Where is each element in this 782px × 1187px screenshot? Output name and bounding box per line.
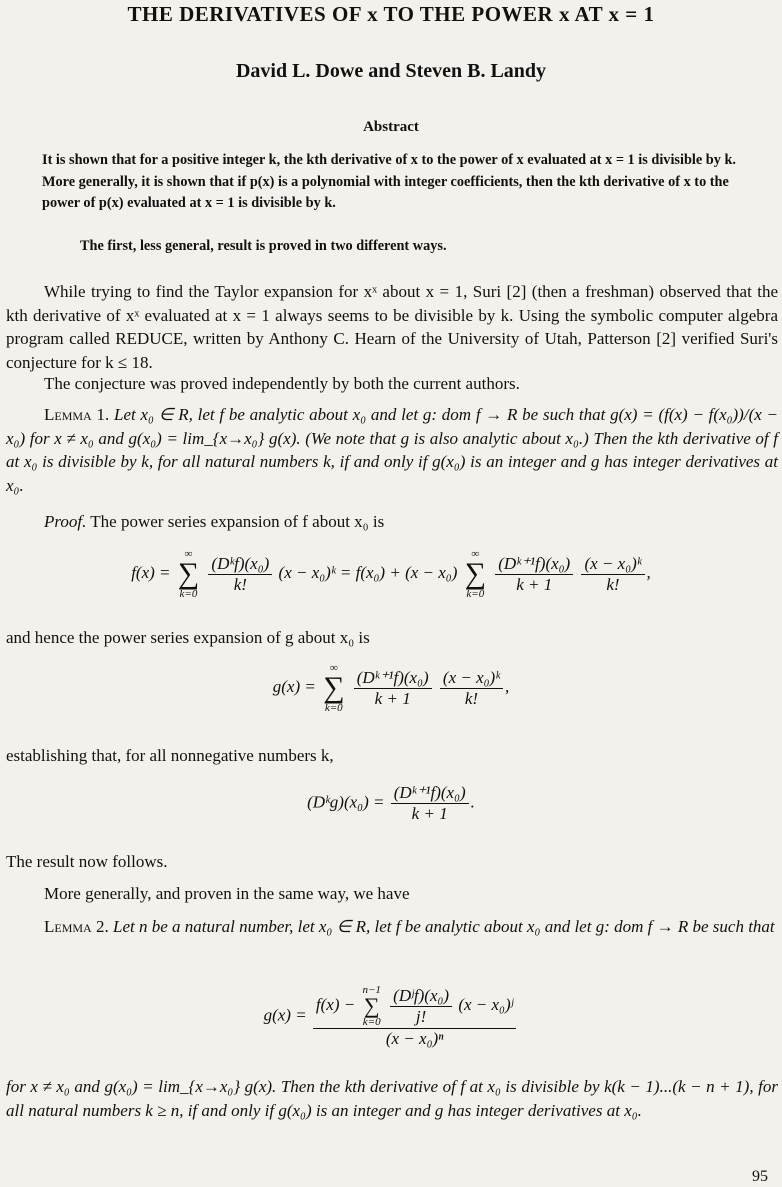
eq4-num-post: (x − x₀)ʲ xyxy=(458,994,514,1014)
eq1-end: , xyxy=(646,562,651,582)
lemma-2-text: Let n be a natural number, let x₀ ∈ R, let f be analytic about x₀ and let g: dom f → R be such that xyxy=(112,917,775,936)
eq2-sum xyxy=(323,662,344,714)
eq1-frac-1-den: k! xyxy=(233,574,247,594)
eq4-numerator xyxy=(313,984,517,1029)
eq1-frac-1-num: (Dᵏf)(x₀) xyxy=(208,554,272,575)
page-number: 95 xyxy=(752,1168,768,1185)
equation-g-series xyxy=(0,662,782,714)
eq3-lhs: (Dᵏg)(x₀) = xyxy=(307,792,385,812)
paper-authors: David L. Dowe and Steven B. Landy xyxy=(235,60,547,82)
eq4-sum-upper: n−1 xyxy=(362,984,381,996)
eq2-frac-2 xyxy=(440,668,503,709)
eq4-sum-lower: k=0 xyxy=(362,1016,381,1028)
eq1-sum-2-sigma: ∑ xyxy=(464,557,487,590)
abstract-paragraph-2: The first, less general, result is proved in two different ways. xyxy=(80,238,447,254)
general-statement: More generally, and proven in the same way, we have xyxy=(44,884,410,903)
eq2-lhs: g(x) = xyxy=(272,676,316,696)
lemma-1-text: Let x₀ ∈ R, let f be analytic about x₀ and let g: dom f → R be such that g(x) = (f(x) − f(x₀))/(x − x₀) for x ≠ x₀ and g(x₀) = lim_{x→x₀} g(x). (We note that g is also analytic about x₀.) Then the kth derivative of f at x₀ is divisible by k, for all natural numbers k, if and only if g(x₀) is an integer and g has integer derivatives at x₀. xyxy=(6,405,779,495)
intro-paragraph-2: The conjecture was proved independently by both the current authors. xyxy=(44,374,520,393)
eq2-frac-1-num: (Dᵏ⁺¹f)(x₀) xyxy=(354,668,432,689)
eq1-sum-1-upper: ∞ xyxy=(184,548,193,560)
eq2-sum-upper: ∞ xyxy=(329,662,338,674)
eq4-frac xyxy=(313,984,517,1049)
lemma-2 xyxy=(6,915,778,939)
eq2-end: , xyxy=(505,676,510,696)
eq2-frac-2-num: (x − x₀)ᵏ xyxy=(440,668,503,689)
eq1-lhs: f(x) = xyxy=(131,562,171,582)
eq1-frac-1 xyxy=(208,554,272,595)
equation-derivative-g xyxy=(0,783,782,824)
eq3-end: . xyxy=(470,792,475,812)
eq3-frac xyxy=(391,783,469,824)
eq1-sum-2-upper: ∞ xyxy=(471,548,480,560)
eq4-inner-den: j! xyxy=(415,1006,427,1026)
eq1-sum-1 xyxy=(178,548,199,600)
eq1-sum-2 xyxy=(465,548,486,600)
lemma-2-label: Lemma 2. xyxy=(44,917,109,936)
equation-lemma-2 xyxy=(0,984,782,1049)
after-eq1-text: and hence the power series expansion of g about x₀ is xyxy=(6,628,370,647)
eq4-denominator: (x − x₀)ⁿ xyxy=(385,1029,444,1048)
proof-intro xyxy=(6,510,778,534)
eq1-frac-2-den: k + 1 xyxy=(516,574,553,594)
eq1-frac-3 xyxy=(581,554,644,595)
abstract-heading: Abstract xyxy=(363,119,419,135)
paper-title: THE DERIVATIVES OF x TO THE POWER x AT x = 1 xyxy=(127,2,655,26)
equation-f-series xyxy=(0,548,782,600)
lemma-1 xyxy=(6,403,778,497)
eq1-frac-3-num: (x − x₀)ᵏ xyxy=(581,554,644,575)
eq1-sum-1-lower: k=0 xyxy=(179,588,198,600)
lemma-1-label: Lemma 1. xyxy=(44,405,110,424)
eq1-sum-2-lower: k=0 xyxy=(466,588,485,600)
eq2-sum-sigma: ∑ xyxy=(323,671,345,704)
eq1-frac-2 xyxy=(495,554,573,595)
eq4-num-pre: f(x) − xyxy=(315,994,356,1014)
eq3-den: k + 1 xyxy=(411,804,448,823)
eq4-sum-sigma: ∑ xyxy=(363,993,380,1018)
proof-conclusion: The result now follows. xyxy=(6,852,168,871)
proof-intro-text: The power series expansion of f about x₀ is xyxy=(90,512,385,531)
eq1-mid: (x − x₀)ᵏ = f(x₀) + (x − x₀) xyxy=(278,562,458,582)
eq4-inner-num: (Dʲf)(x₀) xyxy=(390,986,452,1007)
eq3-num: (Dᵏ⁺¹f)(x₀) xyxy=(391,783,469,804)
eq1-frac-3-den: k! xyxy=(606,574,620,594)
eq1-sum-1-sigma: ∑ xyxy=(177,557,200,590)
eq2-frac-1 xyxy=(354,668,432,709)
lemma-2-conclusion: for x ≠ x₀ and g(x₀) = lim_{x→x₀} g(x). Then the kth derivative of f at x₀ is divisible by k(k − 1)...(k − n + 1), for all natural numbers k ≥ n, if and only if g(x₀) is an integer and g has integer derivatives at x₀. xyxy=(6,1077,778,1120)
eq4-sum xyxy=(362,984,380,1028)
proof-label: Proof. xyxy=(44,512,87,531)
abstract-paragraph-1: It is shown that for a positive integer k, the kth derivative of x to the power of x evaluated at x = 1 is divisible by k. More generally, it is shown that if p(x) is a polynomial with integer coefficients, then the kth derivative of x to the power of p(x) evaluated at x = 1 is divisible by k. xyxy=(42,152,737,211)
eq2-frac-2-den: k! xyxy=(464,688,479,708)
eq2-frac-1-den: k + 1 xyxy=(374,688,411,708)
eq4-inner-frac xyxy=(390,986,452,1027)
eq1-frac-2-num: (Dᵏ⁺¹f)(x₀) xyxy=(495,554,573,575)
eq2-sum-lower: k=0 xyxy=(324,702,343,714)
intro-paragraph-1: While trying to find the Taylor expansion for xˣ about x = 1, Suri [2] (then a freshman) observed that the kth derivative of xˣ evaluated at x = 1 always seems to be divisible by k. Using the symbolic computer algebra program called REDUCE, written by Anthony C. Hearn of the University of Utah, Patterson [2] verified Suri's conjecture for k ≤ 18. xyxy=(6,282,778,372)
after-eq2-text: establishing that, for all nonnegative numbers k, xyxy=(6,746,334,765)
eq4-lhs: g(x) = xyxy=(263,1005,307,1025)
